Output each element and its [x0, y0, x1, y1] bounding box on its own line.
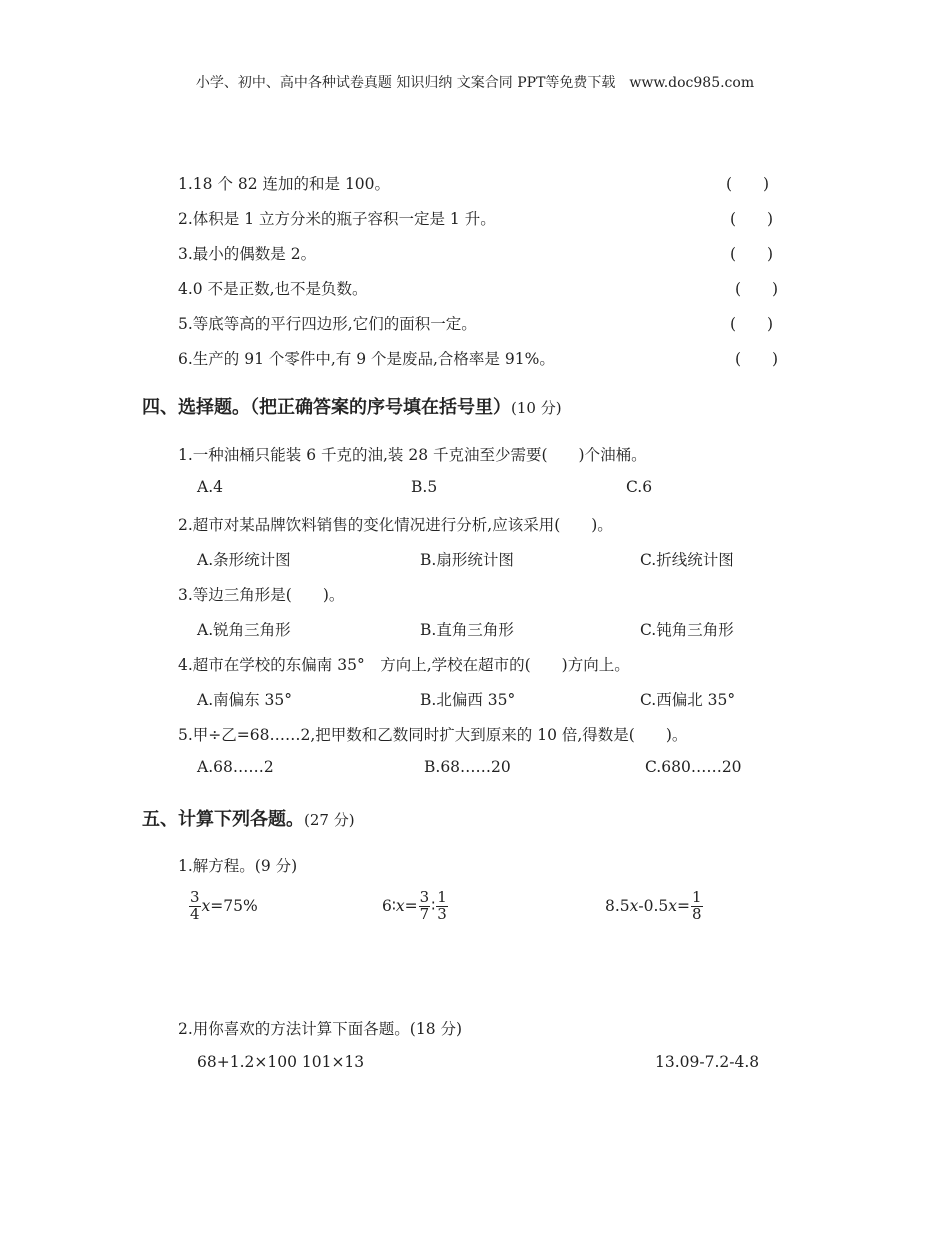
- numerator: 1: [437, 888, 447, 906]
- choice-question-1: 1.一种油桶只能装 6 千克的油,装 28 千克油至少需要( )个油桶。: [178, 446, 647, 464]
- denominator: 4: [190, 904, 200, 923]
- ratio-colon: ∶: [431, 897, 436, 916]
- numerator: 3: [419, 888, 430, 906]
- variable-x: x: [201, 897, 211, 916]
- fraction: [691, 890, 703, 923]
- denominator: 3: [437, 904, 447, 923]
- equals-sign: =: [677, 897, 691, 916]
- judgement-item-5: 5.等底等高的平行四边形,它们的面积一定。: [178, 315, 477, 333]
- answer-paren-5[interactable]: ( ): [730, 315, 774, 333]
- option-2c[interactable]: C.折线统计图: [640, 551, 734, 569]
- equation-lead: 6∶: [382, 897, 396, 916]
- section-4-title: 四、选择题。（把正确答案的序号填在括号里）: [142, 397, 511, 418]
- calculation-expr-2: 13.09-7.2-4.8: [655, 1053, 760, 1071]
- option-5b[interactable]: B.68……20: [424, 758, 511, 776]
- equals-sign: =: [404, 897, 418, 916]
- option-4b[interactable]: B.北偏西 35°: [420, 691, 516, 709]
- calculation-title: 2.用你喜欢的方法计算下面各题。(18 分): [178, 1020, 463, 1038]
- term-2: -0.5: [638, 897, 669, 916]
- variable-x: x: [395, 897, 405, 916]
- option-5c[interactable]: C.680……20: [645, 758, 742, 776]
- option-5a[interactable]: A.68……2: [197, 758, 274, 776]
- fraction: [419, 890, 431, 923]
- section-5-heading: [142, 805, 355, 831]
- judgement-item-2: 2.体积是 1 立方分米的瓶子容积一定是 1 升。: [178, 210, 496, 228]
- option-4a[interactable]: A.南偏东 35°: [197, 691, 293, 709]
- choice-question-2: 2.超市对某品牌饮料销售的变化情况进行分析,应该采用( )。: [178, 516, 613, 534]
- answer-paren-1[interactable]: ( ): [726, 175, 770, 193]
- denominator: 8: [692, 904, 702, 923]
- page-header: 小学、初中、高中各种试卷真题 知识归纳 文案合同 PPT等免费下载 www.doc985.com: [195, 75, 755, 91]
- option-1b[interactable]: B.5: [411, 478, 438, 496]
- answer-paren-2[interactable]: ( ): [730, 210, 774, 228]
- answer-paren-4[interactable]: ( ): [735, 280, 779, 298]
- term-1: 8.5: [605, 897, 630, 916]
- section-5-title: 五、计算下列各题。: [142, 809, 304, 830]
- fraction: [436, 890, 448, 923]
- option-2a[interactable]: A.条形统计图: [197, 551, 291, 569]
- section-5-points: (27 分): [304, 811, 355, 829]
- option-1c[interactable]: C.6: [626, 478, 653, 496]
- variable-x: x: [668, 897, 678, 916]
- judgement-item-4: 4.0 不是正数,也不是负数。: [178, 280, 368, 298]
- equation-2: [382, 890, 449, 923]
- answer-paren-6[interactable]: ( ): [735, 350, 779, 368]
- judgement-item-1: 1.18 个 82 连加的和是 100。: [178, 175, 391, 193]
- choice-question-4: 4.超市在学校的东偏南 35° 方向上,学校在超市的( )方向上。: [178, 656, 630, 674]
- numerator: 3: [190, 888, 200, 906]
- section-4-points: (10 分): [511, 399, 562, 417]
- option-3c[interactable]: C.钝角三角形: [640, 621, 734, 639]
- variable-x: x: [629, 897, 639, 916]
- calculation-expr-1: 68+1.2×100 101×13: [197, 1053, 365, 1071]
- answer-paren-3[interactable]: ( ): [730, 245, 774, 263]
- section-4-heading: [142, 393, 562, 419]
- equation-1: [188, 890, 258, 923]
- denominator: 7: [419, 904, 430, 923]
- option-4c[interactable]: C.西偏北 35°: [640, 691, 736, 709]
- judgement-item-3: 3.最小的偶数是 2。: [178, 245, 317, 263]
- option-3a[interactable]: A.锐角三角形: [197, 621, 291, 639]
- choice-question-3: 3.等边三角形是( )。: [178, 586, 345, 604]
- option-2b[interactable]: B.扇形统计图: [420, 551, 514, 569]
- fraction: [189, 890, 201, 923]
- numerator: 1: [692, 888, 702, 906]
- option-3b[interactable]: B.直角三角形: [420, 621, 514, 639]
- equation-rest: =75%: [210, 897, 258, 916]
- choice-question-5: 5.甲÷乙=68……2,把甲数和乙数同时扩大到原来的 10 倍,得数是( )。: [178, 726, 688, 744]
- equation-3: [605, 890, 704, 923]
- option-1a[interactable]: A.4: [197, 478, 223, 496]
- judgement-item-6: 6.生产的 91 个零件中,有 9 个是废品,合格率是 91%。: [178, 350, 555, 368]
- equations-title: 1.解方程。(9 分): [178, 857, 298, 875]
